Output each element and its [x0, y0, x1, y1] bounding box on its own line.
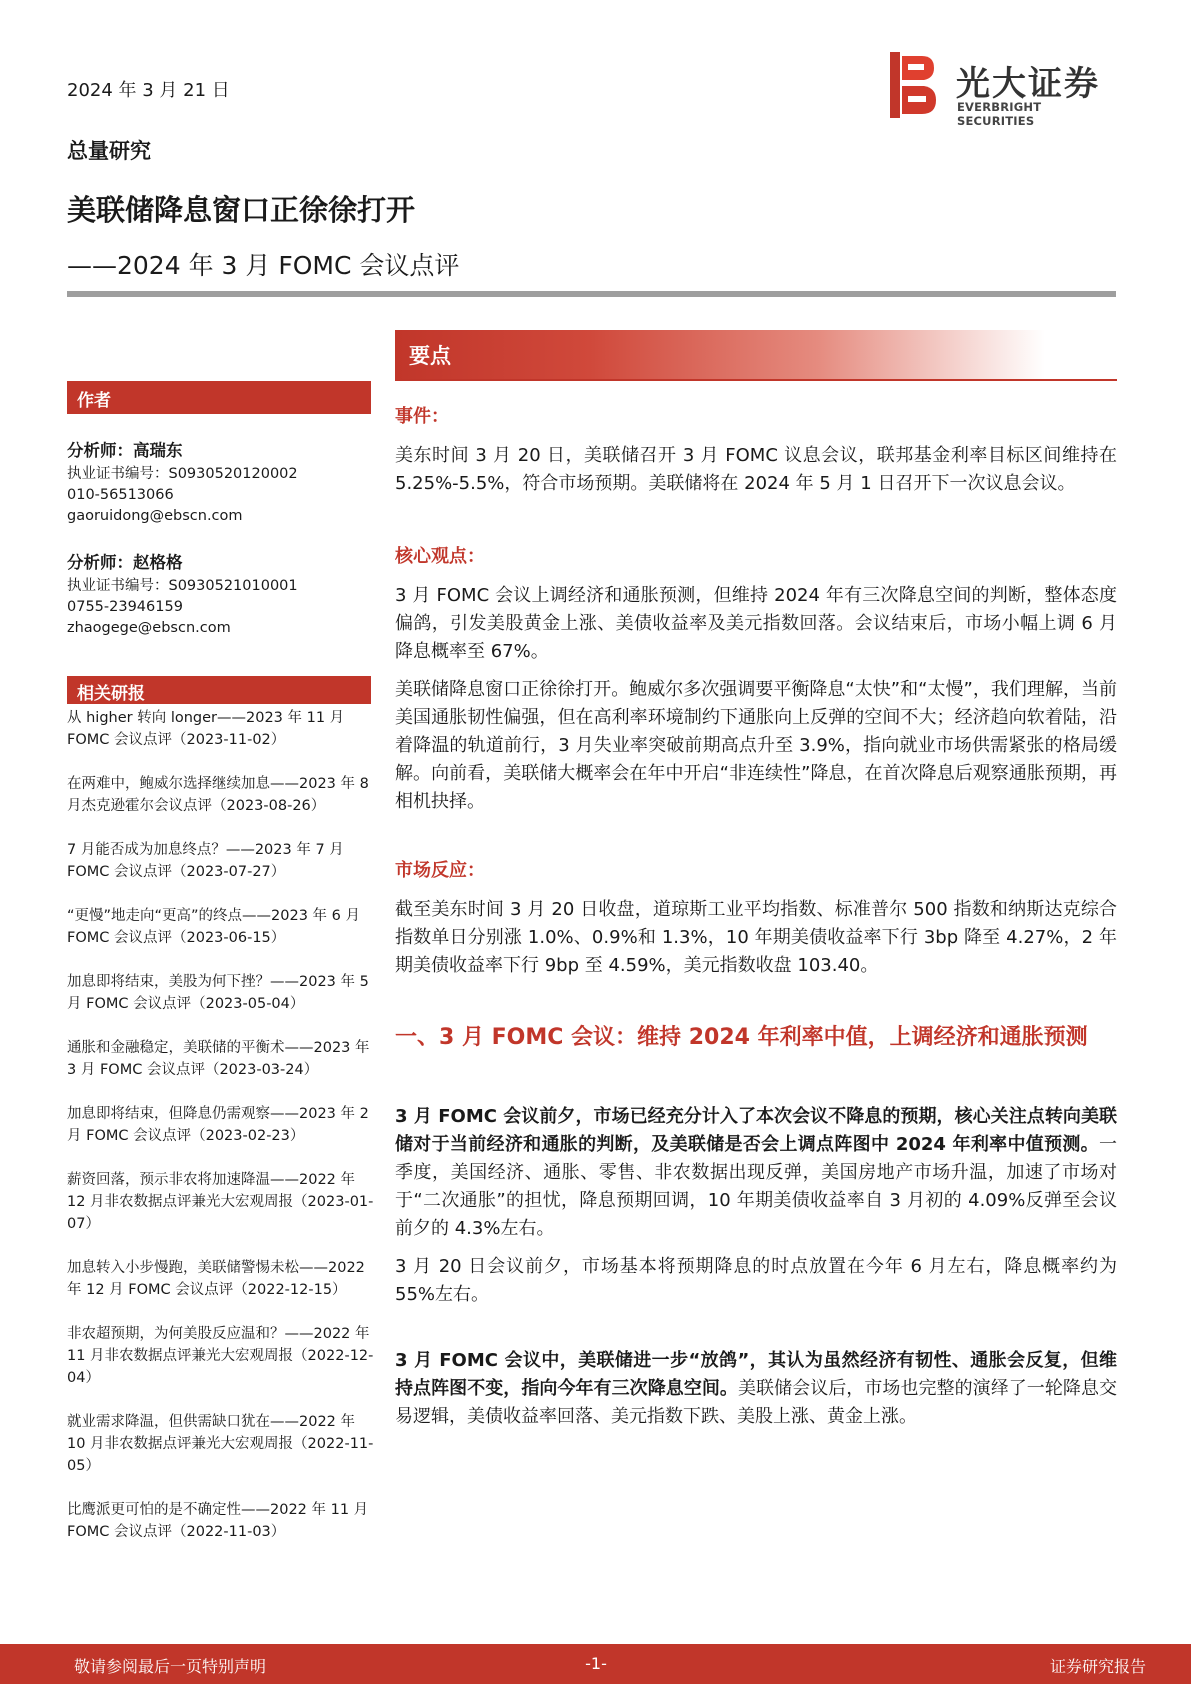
report-date: 2024 年 3 月 21 日 — [67, 80, 230, 101]
page-number: -1- — [585, 1654, 607, 1673]
related-report-item[interactable]: 加息即将结束，但降息仍需观察——2023 年 2 月 FOMC 会议点评（2023-02-23） — [67, 1106, 369, 1144]
title-divider — [67, 291, 1116, 297]
analyst-name: 分析师：赵格格 — [67, 553, 183, 572]
section-1-paragraph-2: 3 月 20 日会议前夕，市场基本将预期降息的时点放置在今年 6 月左右，降息概率约为 55%左右。 — [395, 1256, 1117, 1305]
related-report-item[interactable]: “更慢”地走向“更高”的终点——2023 年 6 月 FOMC 会议点评（2023-06-15） — [67, 908, 361, 946]
key-points-heading: 要点 — [395, 330, 1045, 379]
section-1-paragraph-3-lead: 3 月 FOMC 会议中，美联储进一步“放鸽”，其认为虽然经济有韧性、通胀会反复，但维持点阵图不变，指向今年有三次降息空间。 — [395, 1350, 1117, 1399]
related-report-item[interactable]: 非农超预期，为何美股反应温和？——2022 年 11 月非农数据点评兼光大宏观周报（2022-12-04） — [67, 1326, 374, 1386]
analyst-phone: 0755-23946159 — [67, 599, 183, 615]
section-1-paragraph-3-body: 美联储会议后，市场也完整的演绎了一轮降息交易逻辑，美债收益率回落、美元指数下跌、美股上涨、黄金上涨。 — [395, 1378, 1118, 1427]
section-1-paragraph-1-lead: 3 月 FOMC 会议前夕，市场已经充分计入了本次会议不降息的预期，核心关注点转向美联储对于当前经济和通胀的判断，及美联储是否会上调点阵图中 2024 年利率中值预测。 — [395, 1106, 1117, 1155]
main-content — [395, 330, 1117, 1441]
core-view-paragraph-1: 3 月 FOMC 会议上调经济和通胀预测，但维持 2024 年有三次降息空间的判断，整体态度偏鸽，引发美股黄金上涨、美债收益率及美元指数回落。会议结束后，市场小幅上调 6 月降息概率至 67%。 — [395, 585, 1117, 662]
related-report-item[interactable]: 加息转入小步慢跑，美联储警惕未松——2022 年 12 月 FOMC 会议点评（2022-12-15） — [67, 1260, 365, 1298]
core-view-paragraph-2: 美联储降息窗口正徐徐打开。鲍威尔多次强调要平衡降息“太快”和“太慢”，我们理解，当前美国通胀韧性偏强，但在高利率环境制约下通胀向上反弹的空间不大；经济趋向软着陆，沿着降温的轨道前行，3 月失业率突破前期高点升至 3.9%，指向就业市场供需紧张的格局缓解。向前看，美联储大概率会在年中开启“非连续性”降息，在首次降息后观察通胀预期，再相机抉择。 — [395, 679, 1117, 812]
report-subtitle: ——2024 年 3 月 FOMC 会议点评 — [67, 251, 460, 280]
related-report-item[interactable]: 薪资回落，预示非农将加速降温——2022 年 12 月非农数据点评兼光大宏观周报（2023-01-07） — [67, 1172, 374, 1232]
section-1-paragraph-3 — [395, 1347, 1117, 1431]
event-paragraph: 美东时间 3 月 20 日，美联储召开 3 月 FOMC 议息会议，联邦基金利率目标区间维持在 5.25%-5.5%，符合市场预期。美联储将在 2024 年 5 月 1 日召开下一次议息会议。 — [395, 445, 1117, 494]
page-footer — [0, 1644, 1191, 1684]
report-title: 美联储降息窗口正徐徐打开 — [67, 193, 416, 227]
analyst-2 — [67, 552, 377, 639]
related-report-item[interactable]: 在两难中，鲍威尔选择继续加息——2023 年 8 月杰克逊霍尔会议点评（2023-08-26） — [67, 776, 369, 814]
footer-disclaimer-note: 敬请参阅最后一页特别声明 — [74, 1657, 267, 1676]
related-reports-heading: 相关研报 — [67, 676, 371, 704]
analyst-email[interactable]: zhaogege@ebscn.com — [67, 620, 231, 636]
key-points-underline — [395, 379, 1117, 381]
core-view-label: 核心观点： — [395, 546, 485, 567]
everbright-logo-mark-icon — [890, 52, 936, 118]
analyst-cert: 执业证书编号：S0930521010001 — [67, 578, 298, 594]
analyst-email[interactable]: gaoruidong@ebscn.com — [67, 508, 243, 524]
footer-report-type: 证券研究报告 — [1049, 1657, 1146, 1676]
analyst-1 — [67, 440, 377, 527]
related-report-item[interactable]: 比鹰派更可怕的是不确定性——2022 年 11 月 FOMC 会议点评（2022-11-03） — [67, 1502, 369, 1540]
related-reports-list — [67, 707, 377, 1565]
analyst-phone: 010-56513066 — [67, 487, 174, 503]
analyst-name: 分析师：高瑞东 — [67, 441, 183, 460]
section-1-paragraph-1 — [395, 1103, 1117, 1243]
related-report-item[interactable]: 7 月能否成为加息终点？——2023 年 7 月 FOMC 会议点评（2023-07-27） — [67, 842, 344, 880]
logo-chinese-name: 光大证券 — [956, 64, 1100, 104]
section-1-title: 一、3 月 FOMC 会议：维持 2024 年利率中值，上调经济和通胀预测 — [395, 1025, 1088, 1050]
market-reaction-label: 市场反应： — [395, 860, 485, 881]
market-reaction-paragraph: 截至美东时间 3 月 20 日收盘，道琼斯工业平均指数、标准普尔 500 指数和纳斯达克综合指数单日分别涨 1.0%、0.9%和 1.3%，10 年期美债收益率下行 3bp 降至 4.27%，2 年期美债收益率下行 9bp 至 4.59%，美元指数收盘 103.40。 — [395, 899, 1117, 976]
section-1-paragraph-1-body: 一季度，美国经济、通胀、零售、非农数据出现反弹，美国房地产市场升温，加速了市场对于“二次通胀”的担忧，降息预期回调，10 年期美债收益率自 3 月初的 4.09%反弹至会议前夕的 4.3%左右。 — [395, 1134, 1117, 1239]
author-heading: 作者 — [67, 381, 371, 414]
related-report-item[interactable]: 就业需求降温，但供需缺口犹在——2022 年 10 月非农数据点评兼光大宏观周报（2022-11-05） — [67, 1414, 374, 1474]
related-report-item[interactable]: 加息即将结束，美股为何下挫？——2023 年 5 月 FOMC 会议点评（2023-05-04） — [67, 974, 369, 1012]
report-category: 总量研究 — [67, 139, 151, 163]
analyst-cert: 执业证书编号：S0930520120002 — [67, 466, 298, 482]
related-report-item[interactable]: 通胀和金融稳定，美联储的平衡术——2023 年 3 月 FOMC 会议点评（2023-03-24） — [67, 1040, 370, 1078]
everbright-logo — [890, 52, 1100, 128]
event-label: 事件： — [395, 406, 449, 427]
logo-english-name: EVERBRIGHT SECURITIES — [957, 100, 1042, 128]
related-report-item[interactable]: 从 higher 转向 longer——2023 年 11 月 FOMC 会议点评（2023-11-02） — [67, 710, 345, 748]
